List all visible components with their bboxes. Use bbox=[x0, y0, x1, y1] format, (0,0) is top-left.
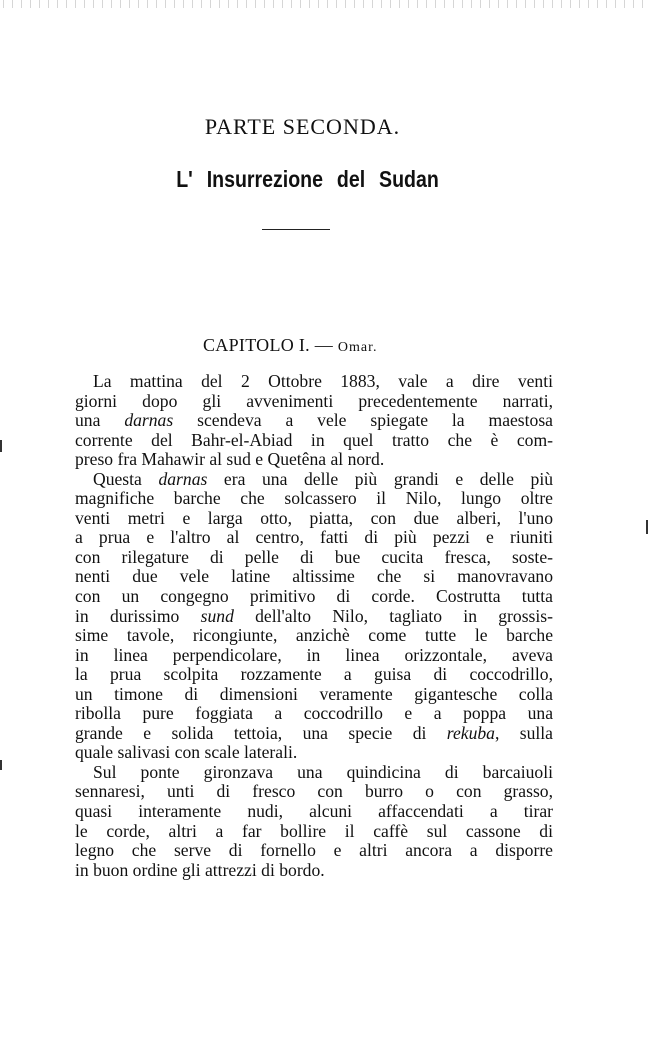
text-segment: preso fra Mahawir al sud e Quetêna al nord. bbox=[75, 449, 385, 470]
text-segment: la prua scolpita rozzamente a guisa di coccodrillo, bbox=[75, 664, 553, 685]
text-line bbox=[75, 392, 553, 412]
text-segment: quale salivasi con scale laterali. bbox=[75, 742, 298, 763]
chapter-name: Omar. bbox=[337, 340, 378, 355]
text-segment: magnifiche barche che solcassero il Nilo, lungo oltre bbox=[75, 488, 553, 509]
text-line bbox=[75, 802, 553, 822]
text-line bbox=[75, 567, 553, 587]
text-segment: dell'alto Nilo, tagliato in grossis- bbox=[233, 605, 553, 626]
text-segment: scendeva a vele spiegate la maestosa bbox=[173, 410, 553, 431]
text-segment: nenti due vele latine altissime che si manovravano bbox=[75, 566, 553, 587]
text-line bbox=[75, 841, 553, 861]
italic-term: darnas bbox=[124, 410, 174, 431]
text-segment: giorni dopo gli avvenimenti precedentemente narrati, bbox=[75, 390, 553, 411]
text-line bbox=[75, 548, 553, 568]
text-segment: grande e solida tettoia, una specie di bbox=[75, 722, 447, 743]
text-line bbox=[75, 509, 553, 529]
text-line bbox=[75, 704, 553, 724]
text-line bbox=[75, 607, 553, 627]
text-segment: venti metri e larga otto, piatta, con due alberi, l'uno bbox=[75, 507, 553, 528]
text-line bbox=[75, 763, 553, 783]
scan-edge-mark bbox=[0, 760, 2, 770]
text-segment: La mattina del 2 Ottobre 1883, vale a dire venti bbox=[93, 371, 553, 391]
text-line bbox=[75, 822, 553, 842]
text-segment: Questa bbox=[93, 468, 159, 489]
text-segment: era una delle più grandi e delle più bbox=[207, 468, 553, 489]
text-line bbox=[75, 782, 553, 802]
text-segment: un timone di dimensioni veramente gigantesche colla bbox=[75, 683, 553, 704]
italic-term: rekuba bbox=[446, 722, 495, 743]
body-text bbox=[75, 372, 553, 880]
text-line bbox=[75, 489, 553, 509]
text-line bbox=[75, 450, 553, 470]
title-rule bbox=[262, 229, 330, 230]
text-line bbox=[75, 646, 553, 666]
italic-term: darnas bbox=[158, 468, 208, 489]
text-segment: Sul ponte gironzava una quindicina di barcaiuoli bbox=[93, 761, 553, 782]
text-line bbox=[75, 665, 553, 685]
text-segment: in buon ordine gli attrezzi di bordo. bbox=[75, 859, 325, 880]
text-segment: una bbox=[75, 410, 125, 431]
scan-edge-noise bbox=[0, 0, 648, 8]
text-line bbox=[75, 685, 553, 705]
text-segment: con un congegno primitivo di corde. Costrutta tutta bbox=[75, 586, 553, 607]
part-heading: PARTE SECONDA. bbox=[204, 114, 401, 139]
italic-term: sund bbox=[200, 605, 234, 626]
text-line bbox=[75, 587, 553, 607]
text-line bbox=[75, 724, 553, 744]
text-line bbox=[75, 861, 553, 881]
chapter-label: CAPITOLO I. — bbox=[203, 335, 338, 355]
text-segment: ribolla pure foggiata a coccodrillo e a poppa una bbox=[75, 703, 553, 724]
text-line bbox=[75, 626, 553, 646]
text-line bbox=[75, 372, 553, 392]
text-segment: , sulla bbox=[494, 722, 553, 743]
text-line bbox=[75, 411, 553, 431]
text-segment: le corde, altri a far bollire il caffè sul cassone di bbox=[75, 820, 553, 841]
text-segment: quasi interamente nudi, alcuni affaccendati a tirar bbox=[75, 801, 553, 822]
text-line bbox=[75, 431, 553, 451]
text-segment: in linea perpendicolare, in linea orizzontale, aveva bbox=[75, 644, 553, 665]
text-segment: sennaresi, unti di fresco con burro o con grasso, bbox=[75, 781, 553, 802]
text-segment: sime tavole, ricongiunte, anzichè come tutte le barche bbox=[75, 625, 553, 646]
chapter-heading bbox=[203, 335, 377, 356]
text-segment: corrente del Bahr-el-Abiad in quel tratto che è com- bbox=[75, 429, 553, 450]
text-segment: in durissimo bbox=[75, 605, 201, 626]
section-title: L' Insurrezione del Sudan bbox=[176, 166, 439, 192]
text-line bbox=[75, 743, 553, 763]
scan-edge-mark bbox=[0, 440, 2, 452]
text-segment: legno che serve di fornello e altri ancora a disporre bbox=[75, 840, 553, 861]
text-segment: con rilegature di pelle di bue cucita fresca, soste- bbox=[75, 546, 553, 567]
text-line bbox=[75, 470, 553, 490]
text-line bbox=[75, 528, 553, 548]
text-segment: a prua e l'altro al centro, fatti di più pezzi e riuniti bbox=[75, 527, 553, 548]
